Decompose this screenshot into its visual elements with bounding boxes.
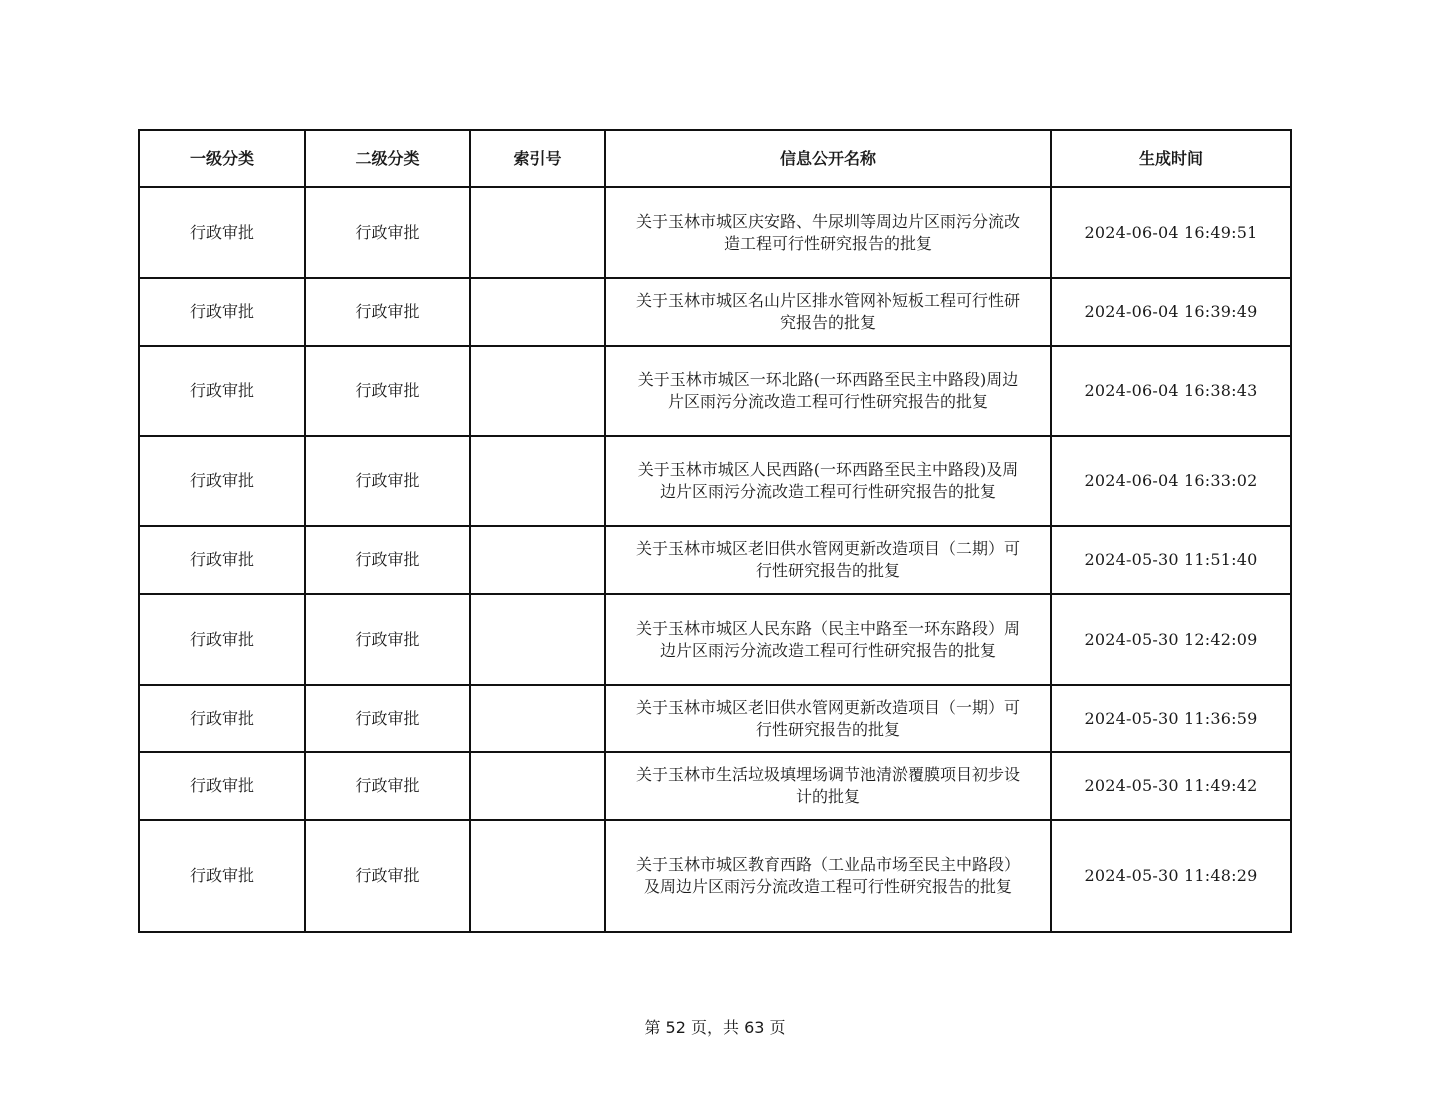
cell-index: [470, 436, 605, 526]
table-row: [139, 526, 1291, 594]
title-line: 片区雨污分流改造工程可行性研究报告的批复: [667, 392, 988, 411]
title-line: 关于玉林市城区庆安路、牛尿圳等周边片区雨污分流改: [635, 211, 1020, 231]
cell-time: 2024-06-04 16:39:49: [1051, 278, 1291, 346]
cell-title: [605, 346, 1051, 436]
cell-cat1: 行政审批: [139, 752, 305, 820]
cell-title: [605, 436, 1051, 526]
title-line: 计的批复: [795, 787, 860, 806]
cell-cat1: 行政审批: [139, 187, 305, 278]
table-row: [139, 436, 1291, 526]
table-header-row: [139, 130, 1291, 187]
cell-title: [605, 594, 1051, 685]
cell-index: [470, 278, 605, 346]
cell-index: [470, 685, 605, 752]
cell-time: 2024-05-30 12:42:09: [1051, 594, 1291, 685]
cell-time: 2024-05-30 11:49:42: [1051, 752, 1291, 820]
cell-index: [470, 187, 605, 278]
title-line: 造工程可行性研究报告的批复: [723, 233, 932, 253]
page-footer: [0, 1015, 1430, 1038]
title-line: 行性研究报告的批复: [755, 561, 900, 580]
cell-time: 2024-06-04 16:38:43: [1051, 346, 1291, 436]
cell-cat1: 行政审批: [139, 278, 305, 346]
current-page-number: 52: [665, 1018, 686, 1037]
table-row: [139, 820, 1291, 932]
cell-cat2: 行政审批: [305, 752, 470, 820]
table-row: [139, 278, 1291, 346]
cell-cat2: 行政审批: [305, 278, 470, 346]
title-line: 关于玉林市城区名山片区排水管网补短板工程可行性研: [635, 291, 1020, 310]
footer-suffix: 页: [764, 1018, 786, 1037]
title-line: 边片区雨污分流改造工程可行性研究报告的批复: [659, 640, 996, 660]
footer-prefix: 第: [644, 1018, 666, 1037]
cell-cat1: 行政审批: [139, 685, 305, 752]
cell-cat2: 行政审批: [305, 594, 470, 685]
cell-cat1: 行政审批: [139, 436, 305, 526]
header-title: 信息公开名称: [605, 130, 1051, 187]
cell-index: [470, 526, 605, 594]
cell-cat1: 行政审批: [139, 346, 305, 436]
cell-cat2: 行政审批: [305, 436, 470, 526]
cell-time: 2024-06-04 16:33:02: [1051, 436, 1291, 526]
header-index: 索引号: [470, 130, 605, 187]
cell-title: [605, 820, 1051, 932]
title-line: 边片区雨污分流改造工程可行性研究报告的批复: [659, 482, 996, 501]
cell-time: 2024-05-30 11:48:29: [1051, 820, 1291, 932]
title-line: 及周边片区雨污分流改造工程可行性研究报告的批复: [643, 877, 1012, 896]
title-line: 关于玉林市城区教育西路（工业品市场至民主中路段）: [635, 855, 1020, 874]
cell-index: [470, 594, 605, 685]
total-page-number: 63: [744, 1018, 765, 1037]
cell-title: [605, 278, 1051, 346]
cell-title: [605, 685, 1051, 752]
title-line: 关于玉林市生活垃圾填埋场调节池清淤覆膜项目初步设: [635, 765, 1020, 784]
cell-title: [605, 187, 1051, 278]
cell-cat1: 行政审批: [139, 594, 305, 685]
cell-cat2: 行政审批: [305, 526, 470, 594]
title-line: 关于玉林市城区人民西路(一环西路至民主中路段)及周: [637, 460, 1019, 479]
title-line: 行性研究报告的批复: [755, 719, 900, 739]
title-line: 关于玉林市城区老旧供水管网更新改造项目（二期）可: [635, 539, 1020, 558]
cell-cat2: 行政审批: [305, 346, 470, 436]
cell-time: 2024-05-30 11:36:59: [1051, 685, 1291, 752]
title-line: 关于玉林市城区一环北路(一环西路至民主中路段)周边: [637, 370, 1019, 389]
cell-cat2: 行政审批: [305, 187, 470, 278]
footer-middle: 页，共: [685, 1018, 745, 1037]
cell-time: 2024-05-30 11:51:40: [1051, 526, 1291, 594]
cell-cat1: 行政审批: [139, 820, 305, 932]
table-row: [139, 346, 1291, 436]
table-row: [139, 187, 1291, 278]
cell-cat1: 行政审批: [139, 526, 305, 594]
cell-time: 2024-06-04 16:49:51: [1051, 187, 1291, 278]
cell-index: [470, 752, 605, 820]
cell-cat2: 行政审批: [305, 685, 470, 752]
title-line: 究报告的批复: [779, 313, 876, 332]
header-cat1: 一级分类: [139, 130, 305, 187]
table-row: [139, 594, 1291, 685]
cell-title: [605, 526, 1051, 594]
cell-index: [470, 346, 605, 436]
table-row: [139, 685, 1291, 752]
title-line: 关于玉林市城区老旧供水管网更新改造项目（一期）可: [635, 697, 1020, 717]
cell-cat2: 行政审批: [305, 820, 470, 932]
header-cat2: 二级分类: [305, 130, 470, 187]
title-line: 关于玉林市城区人民东路（民主中路至一环东路段）周: [635, 618, 1020, 638]
cell-index: [470, 820, 605, 932]
cell-title: [605, 752, 1051, 820]
disclosure-table: [138, 129, 1292, 933]
table-row: [139, 752, 1291, 820]
header-time: 生成时间: [1051, 130, 1291, 187]
